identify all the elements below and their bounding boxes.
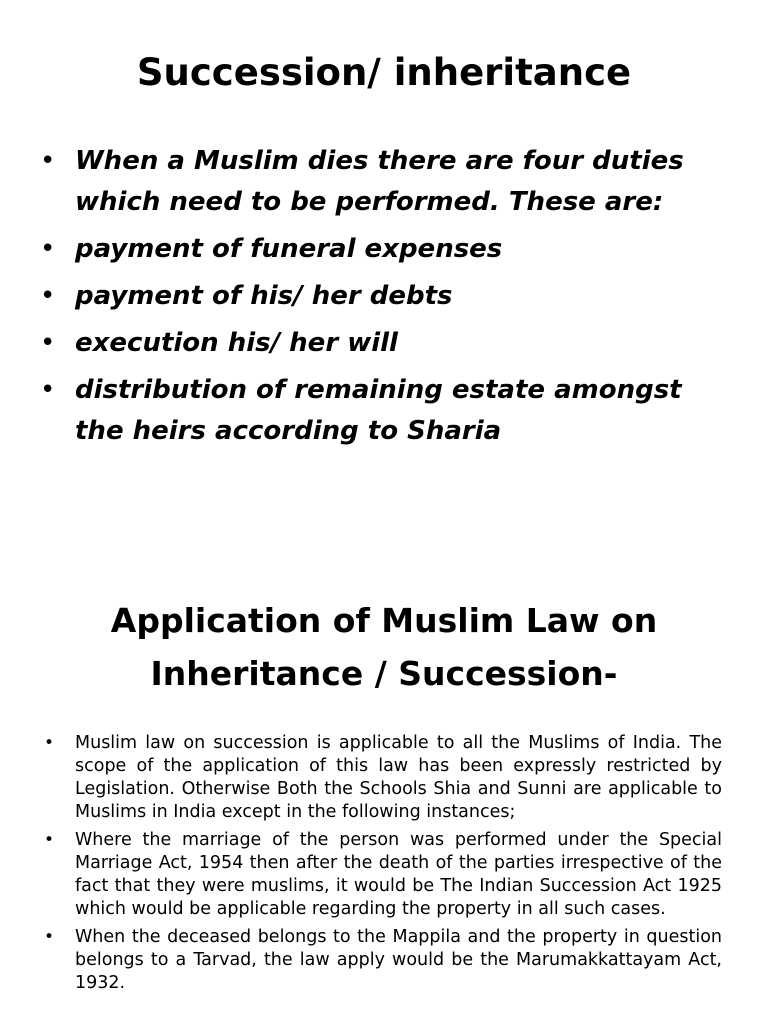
list-item-text: When a Muslim dies there are four duties which need to be performed. These are: bbox=[75, 146, 684, 217]
list-item-text: execution his/ her will bbox=[75, 328, 398, 358]
list-item bbox=[0, 732, 722, 824]
bullet-icon: • bbox=[40, 146, 56, 176]
bullet-icon: • bbox=[40, 375, 56, 405]
bullet-icon: • bbox=[44, 830, 55, 850]
list-item-text: distribution of remaining estate amongst the heirs according to Sharia bbox=[75, 375, 682, 446]
list-item bbox=[0, 229, 730, 270]
bullet-icon: • bbox=[40, 234, 56, 264]
bullet-icon: • bbox=[40, 281, 56, 311]
slide-application-of-muslim-law bbox=[0, 540, 768, 1024]
slide-title-line-2: Inheritance / Succession- bbox=[150, 654, 618, 693]
slide-title-line-1: Application of Muslim Law on bbox=[110, 601, 658, 640]
list-item bbox=[0, 141, 730, 223]
slide-title bbox=[0, 594, 768, 700]
list-item bbox=[0, 829, 722, 921]
list-item-text: Where the marriage of the person was performed under the Special Marriage Act, 1954 then after the death of the parties irrespective of the fact that they were muslims, it would be The Indian Succession Act 1925 which would be applicable regarding the property in all such cases. bbox=[75, 830, 722, 919]
list-item bbox=[0, 276, 730, 317]
list-item bbox=[0, 926, 722, 995]
bullet-icon: • bbox=[44, 733, 55, 753]
list-item-text: payment of funeral expenses bbox=[75, 234, 503, 264]
list-item bbox=[0, 323, 730, 364]
slide-title: Succession/ inheritance bbox=[136, 51, 632, 94]
bullet-list bbox=[0, 141, 730, 458]
bullet-icon: • bbox=[40, 328, 56, 358]
list-item-text: payment of his/ her debts bbox=[75, 281, 453, 311]
list-item-text: Muslim law on succession is applicable to all the Muslims of India. The scope of the application of this law has been expressly restricted by Legislation. Otherwise Both the Schools Shia and Sunni are applicable to Muslims in India except in the following instances; bbox=[75, 733, 722, 822]
bullet-icon: • bbox=[44, 927, 55, 947]
list-item bbox=[0, 370, 730, 452]
bullet-list bbox=[0, 732, 722, 1000]
list-item-text: When the deceased belongs to the Mappila and the property in question belongs to a Tarvad, the law apply would be the Marumakkattayam Act, 1932. bbox=[75, 927, 722, 993]
